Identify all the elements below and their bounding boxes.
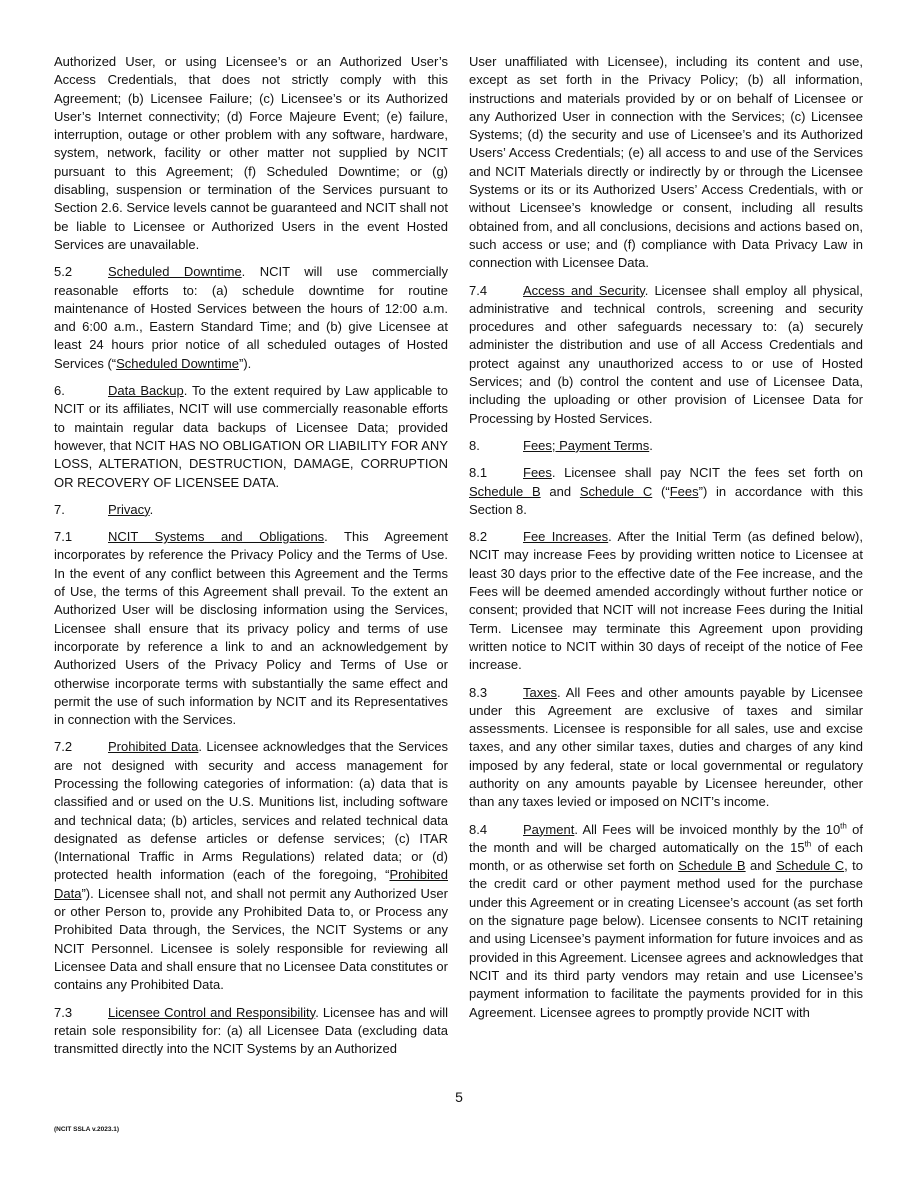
superscript: th (804, 839, 812, 849)
paragraph-text: . Licensee has and will retain sole responsibility for: (a) all Licensee Data (excluding data transmitted directly into the NCIT Systems by an Authorized (54, 1004, 448, 1057)
section-heading: Taxes (523, 684, 557, 700)
section-heading: Payment (523, 821, 575, 837)
paragraph-text: User unaffiliated with Licensee), including its content and use, except as set forth in the Privacy Policy; (b) all information, instructions and materials provided by or on behalf of Licensee or any Authorized User in connection with the Services; (c) Licensee Systems; (d) the security and use of Licensee’s and its Authorized Users’ Access Credentials; (e) all access to and use of the Services and NCIT Materials directly or indirectly by or through the Licensee Systems or its or its Authorized Users’ Access Credentials, with or without Licensee’s knowledge or consent, including all results obtained from, and all conclusions, decisions and actions based on, such access or use; and (f) compliance with Data Privacy Law in connection with Licensee Data. (469, 54, 863, 271)
section-7-2 (54, 738, 448, 994)
section-number: 7.1 (54, 529, 73, 545)
document-version-footer: (NCIT SSLA v.2023.1) (54, 1126, 120, 1133)
paragraph-text: . NCIT will use commercially reasonable efforts to: (a) schedule downtime for routine maintenance of Hosted Services between the hours of 12:00 a.m. and 6:00 a.m., Eastern Standard Time; and (b) give Licensee at least 24 hours prior notice of all scheduled outages of Hosted Services (“ (54, 264, 448, 371)
paragraph-text: of the month and will be charged automatically on the 15 (469, 821, 863, 855)
section-number: 6. (54, 383, 65, 399)
paragraph-text: . Licensee shall pay NCIT the fees set forth on (551, 465, 863, 481)
paragraph-text: . To the extent required by Law applicable to NCIT or its affiliates, NCIT will use commercially reasonable efforts to maintain regular data backups of Licensee Data; provided however, that NCIT HAS NO OBLIGATION OR LIABILITY FOR ANY LOSS, ALTERATION, DESTRUCTION, DAMAGE, CORRUPTION OR RECOVERY OF LICENSEE DATA. (54, 383, 448, 490)
section-8-4 (469, 821, 863, 1022)
section-heading: Fees (523, 465, 552, 481)
section-heading: Data Backup (108, 383, 184, 399)
section-number: 7.3 (54, 1004, 73, 1020)
paragraph-text: . Licensee acknowledges that the Services are not designed with security and access management for Processing the following categories of information: (a) data that is classified and or used on the U.S. Munitions list, including software and technical data; (b) articles, services and related technical data designated as defense articles or defense services; (c) ITAR (International Traffic in Arms Regulations) related data; or (d) protected health information (each of the foregoing, “ (54, 739, 448, 883)
section-8-3 (469, 684, 863, 812)
section-heading: Scheduled Downtime (108, 264, 242, 280)
section-8-1 (469, 464, 863, 519)
paragraph-text: and (540, 483, 580, 499)
paragraph-text: , to the credit card or other payment method used for the purchase under this Agreement or in creating Licensee’s account (as set forth on the signature page below). Licensee consents to NCIT retaining and using Licensee’s payment information for future invoices and as provided in this Agreement. Licensee agrees and acknowledges that NCIT and its third party vendors may retain and use Licensee’s payment information to facilitate the payments provided for in this Agreement. Licensee agrees to promptly provide NCIT with (469, 858, 863, 1020)
section-7-3 (54, 1004, 448, 1059)
paragraph-text: Authorized User, or using Licensee’s or an Authorized User’s Access Credentials, that does not strictly comply with this Agreement; (b) Licensee Failure; (c) Licensee’s or its Authorized User’s Internet connectivity; (d) Force Majeure Event; (e) failure, interruption, outage or other problem with any software, hardware, system, network, facility or other matter not supplied by NCIT pursuant to this Agreement; (f) Scheduled Downtime; or (g) disabling, suspension or termination of the Services pursuant to Section 2.6. Service levels cannot be guaranteed and NCIT shall not be liable to Licensee or Authorized Users in the event Hosted Services are unavailable. (54, 54, 448, 252)
defined-term: Schedule C (776, 858, 845, 874)
paragraph-text: ”) in accordance with this Section 8. (469, 483, 864, 517)
section-number: 7. (54, 501, 65, 517)
section-number: 8. (469, 437, 480, 453)
section-heading: Privacy (108, 501, 150, 517)
right-column (469, 53, 863, 1031)
section-number: 8.2 (469, 529, 488, 545)
paragraph-text: . This Agreement incorporates by reference the Privacy Policy and the Terms of Use. In the event of any conflict between this Agreement and the Terms of Use, the terms of this Agreement shall prevail. To the extent an Authorized User will be disclosing information using the Services, Licensee shall ensure that its privacy policy and terms of use incorporate by reference a link to and an acknowledgement by Authorized Users of the Privacy Policy and Terms of Use or otherwise incorporate terms with substantially the same effect and permit the use of such information by NCIT and its Representatives in connection with the Services. (54, 529, 448, 728)
section-5-2 (54, 263, 448, 373)
defined-term: Fees (669, 483, 699, 499)
paragraph-text: of each month, or as otherwise set forth on (469, 839, 864, 874)
section-8-2 (469, 528, 863, 674)
section-8 (469, 437, 863, 455)
section-7 (54, 501, 448, 519)
section-7-4 (469, 282, 863, 428)
section-number: 7.4 (469, 282, 488, 298)
section-heading: Fees; Payment Terms (523, 437, 650, 453)
left-column (54, 53, 448, 1067)
defined-term: Schedule B (678, 858, 746, 874)
superscript: th (840, 821, 847, 831)
paragraph-text: . (149, 501, 154, 517)
section-number: 8.4 (469, 821, 488, 837)
paragraph-text: . Licensee shall employ all physical, administrative and technical controls, screening and security procedures and other safeguards necessary to: (a) securely administer the distribution and use of all Access Credentials and protect against any unauthorized access to or use of Hosted Services; and (b) control the content and use of Licensee Data, including the uploading or other provision of Licensee Data for Processing by Hosted Services. (469, 282, 864, 426)
defined-term: Schedule B (469, 483, 541, 499)
paragraph-text: . All Fees will be invoiced monthly by the 10 (574, 821, 841, 837)
paragraph-text: . (649, 437, 653, 453)
section-number: 7.2 (54, 739, 73, 755)
section-heading: NCIT Systems and Obligations (108, 529, 325, 545)
paragraph-text: . All Fees and other amounts payable by Licensee under this Agreement are exclusive of taxes and similar assessments. Licensee is responsible for all sales, use and excise taxes, and any other similar taxes, duties and charges of any kind imposed by any federal, state or local governmental or regulatory authority on any amounts payable by Licensee hereunder, other than any taxes levied or imposed on NCIT’s income. (469, 684, 863, 810)
section-heading: Licensee Control and Responsibility (108, 1004, 316, 1020)
paragraph-text: ”). Licensee shall not, and shall not permit any Authorized User or other Person to, provide any Prohibited Data to, or Process any Prohibited Data through, the Services, the NCIT Systems or any NCIT Personnel. Licensee is solely responsible for reviewing all Licensee Data and shall ensure that no Licensee Data constitutes or contains any Prohibited Data. (54, 885, 448, 993)
section-7-1 (54, 528, 448, 729)
paragraph-text: ”). (238, 355, 252, 371)
section-heading: Access and Security (523, 282, 645, 298)
section-number: 5.2 (54, 264, 73, 280)
paragraph-text: and (745, 858, 777, 874)
section-heading: Fee Increases (523, 529, 609, 545)
section-heading: Prohibited Data (108, 739, 199, 755)
continued-paragraph (469, 53, 863, 273)
section-number: 8.1 (469, 465, 488, 481)
page-number: 5 (455, 1089, 463, 1105)
continued-paragraph (54, 53, 448, 254)
defined-term: Schedule C (579, 483, 653, 499)
section-number: 8.3 (469, 684, 488, 700)
defined-term: Scheduled Downtime (116, 355, 239, 371)
paragraph-text: . After the Initial Term (as defined below), NCIT may increase Fees by providing written notice to Licensee at least 30 days prior to the effective date of the Fee increase, and the Fees will be deemed amended accordingly without further notice or consent; provided that NCIT will not increase Fees during the Initial Term. Licensee may terminate this Agreement upon providing written notice to NCIT within 30 days of receipt of the notice of Fee increase. (469, 529, 864, 673)
defined-term: Prohibited Data (54, 867, 448, 901)
paragraph-text: (“ (652, 483, 670, 499)
section-6 (54, 382, 448, 492)
